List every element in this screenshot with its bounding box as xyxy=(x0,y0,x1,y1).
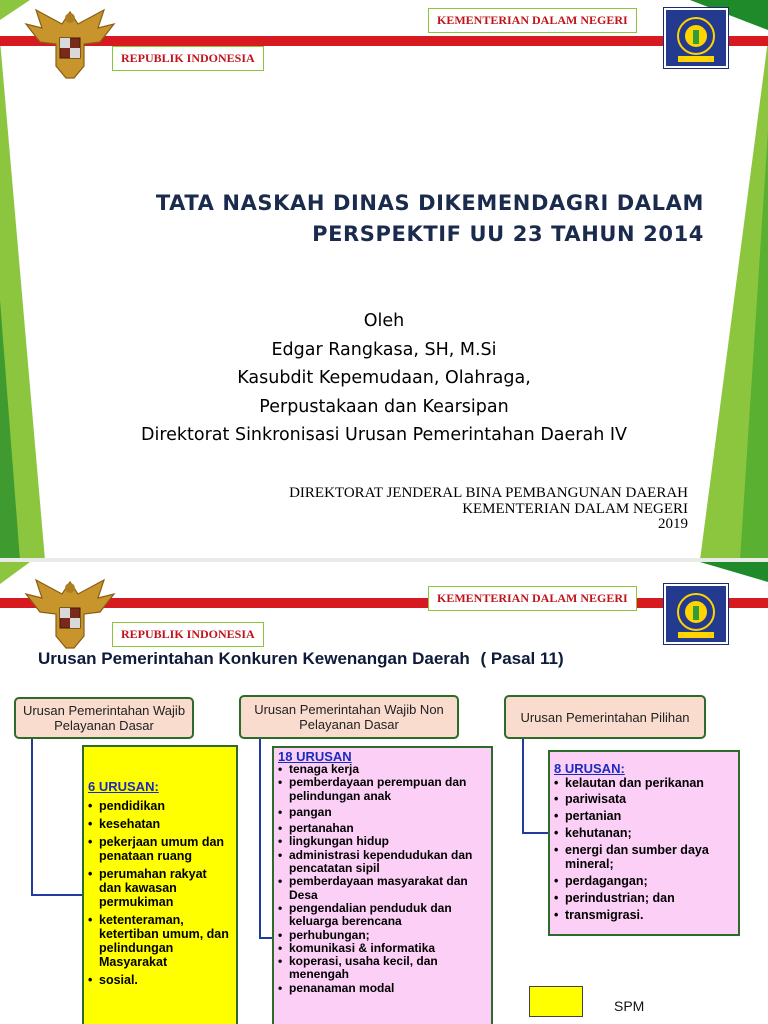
title-line-1: TATA NASKAH DINAS DIKEMENDAGRI DALAM xyxy=(155,191,704,215)
title-line-2: PERSPEKTIF UU 23 TAHUN 2014 xyxy=(312,222,704,246)
author-directorate: Direktorat Sinkronisasi Urusan Pemerintahan Daerah IV xyxy=(141,425,627,446)
list-item: • pekerjaan umum dan penataan ruang xyxy=(88,835,232,863)
list-item: • penanaman modal xyxy=(278,982,487,995)
org-year: 2019 xyxy=(658,516,688,532)
content-slide xyxy=(0,562,768,1024)
republic-banner: REPUBLIK INDONESIA xyxy=(112,46,264,71)
list-item: • pertanahan xyxy=(278,822,487,835)
list-item: • energi dan sumber daya mineral; xyxy=(554,843,734,871)
list-item: • transmigrasi. xyxy=(554,908,734,922)
author-position: Kasubdit Kepemudaan, Olahraga, xyxy=(237,368,531,389)
list-item: • pendidikan xyxy=(88,799,232,813)
list-item: • koperasi, usaha kecil, dan menengah xyxy=(278,955,487,982)
slide-title-text: Urusan Pemerintahan Konkuren Kewenangan Daerah xyxy=(38,649,470,668)
slide-title-reference: ( Pasal 11) xyxy=(480,649,564,668)
list-item: • pangan xyxy=(278,806,487,819)
list-item: • kelautan dan perikanan xyxy=(554,776,734,790)
org-directorate: DIREKTORAT JENDERAL BINA PEMBANGUNAN DAERAH xyxy=(289,485,688,501)
presentation-title xyxy=(40,188,704,250)
ministry-banner: KEMENTERIAN DALAM NEGERI xyxy=(428,8,637,33)
list-item: • pemberdayaan masyarakat dan Desa xyxy=(278,875,487,902)
list-heading: 18 URUSAN xyxy=(278,749,352,764)
header-box-wajib-non-pelayanan-dasar: Urusan Pemerintahan Wajib Non Pelayanan Dasar xyxy=(239,695,459,739)
list-item: • komunikasi & informatika xyxy=(278,942,487,955)
list-item: • perumahan rakyat dan kawasan permukiman xyxy=(88,867,232,909)
list-item: • administrasi kependudukan dan pencatatan sipil xyxy=(278,849,487,876)
garuda-emblem-icon xyxy=(24,4,116,84)
list-item: • kehutanan; xyxy=(554,826,734,840)
legend-label: SPM xyxy=(614,998,645,1014)
org-ministry: KEMENTERIAN DALAM NEGERI xyxy=(462,500,688,517)
list-item: • lingkungan hidup xyxy=(278,835,487,848)
list-heading: 8 URUSAN: xyxy=(554,761,625,776)
kemendagri-logo-icon xyxy=(664,8,728,68)
list-item: • pertanian xyxy=(554,809,734,823)
legend-swatch xyxy=(529,986,583,1017)
republic-banner: REPUBLIK INDONESIA xyxy=(112,622,264,647)
author-name: Edgar Rangkasa, SH, M.Si xyxy=(271,339,497,360)
list-item: • pemberdayaan perempuan dan pelindungan anak xyxy=(278,776,487,803)
list-item: • pengendalian penduduk dan keluarga berencana xyxy=(278,902,487,929)
list-item: • perhubungan; xyxy=(278,929,487,942)
list-item: • tenaga kerja xyxy=(278,763,487,776)
header-box-pilihan: Urusan Pemerintahan Pilihan xyxy=(504,695,706,739)
list-box-pilihan xyxy=(548,750,740,936)
list-box-wajib-non-pelayanan-dasar xyxy=(272,746,493,1024)
list-box-wajib-pelayanan-dasar xyxy=(82,745,238,1024)
author-position-cont: Perpustakaan dan Kearsipan xyxy=(259,396,509,417)
author-block xyxy=(0,307,768,450)
list-item: • perdagangan; xyxy=(554,874,734,888)
list-item: • pariwisata xyxy=(554,792,734,806)
organization-footer xyxy=(289,486,688,533)
ministry-banner: KEMENTERIAN DALAM NEGERI xyxy=(428,586,637,611)
list-item: • ketenteraman, ketertiban umum, dan pelindungan Masyarakat xyxy=(88,913,232,969)
list-heading: 6 URUSAN: xyxy=(88,779,159,794)
header-box-wajib-pelayanan-dasar: Urusan Pemerintahan Wajib Pelayanan Dasar xyxy=(14,697,194,739)
list-item: • kesehatan xyxy=(88,817,232,831)
list-item: • sosial. xyxy=(88,973,232,987)
byline-line: Oleh xyxy=(363,311,405,331)
list-item: • perindustrian; dan xyxy=(554,891,734,905)
